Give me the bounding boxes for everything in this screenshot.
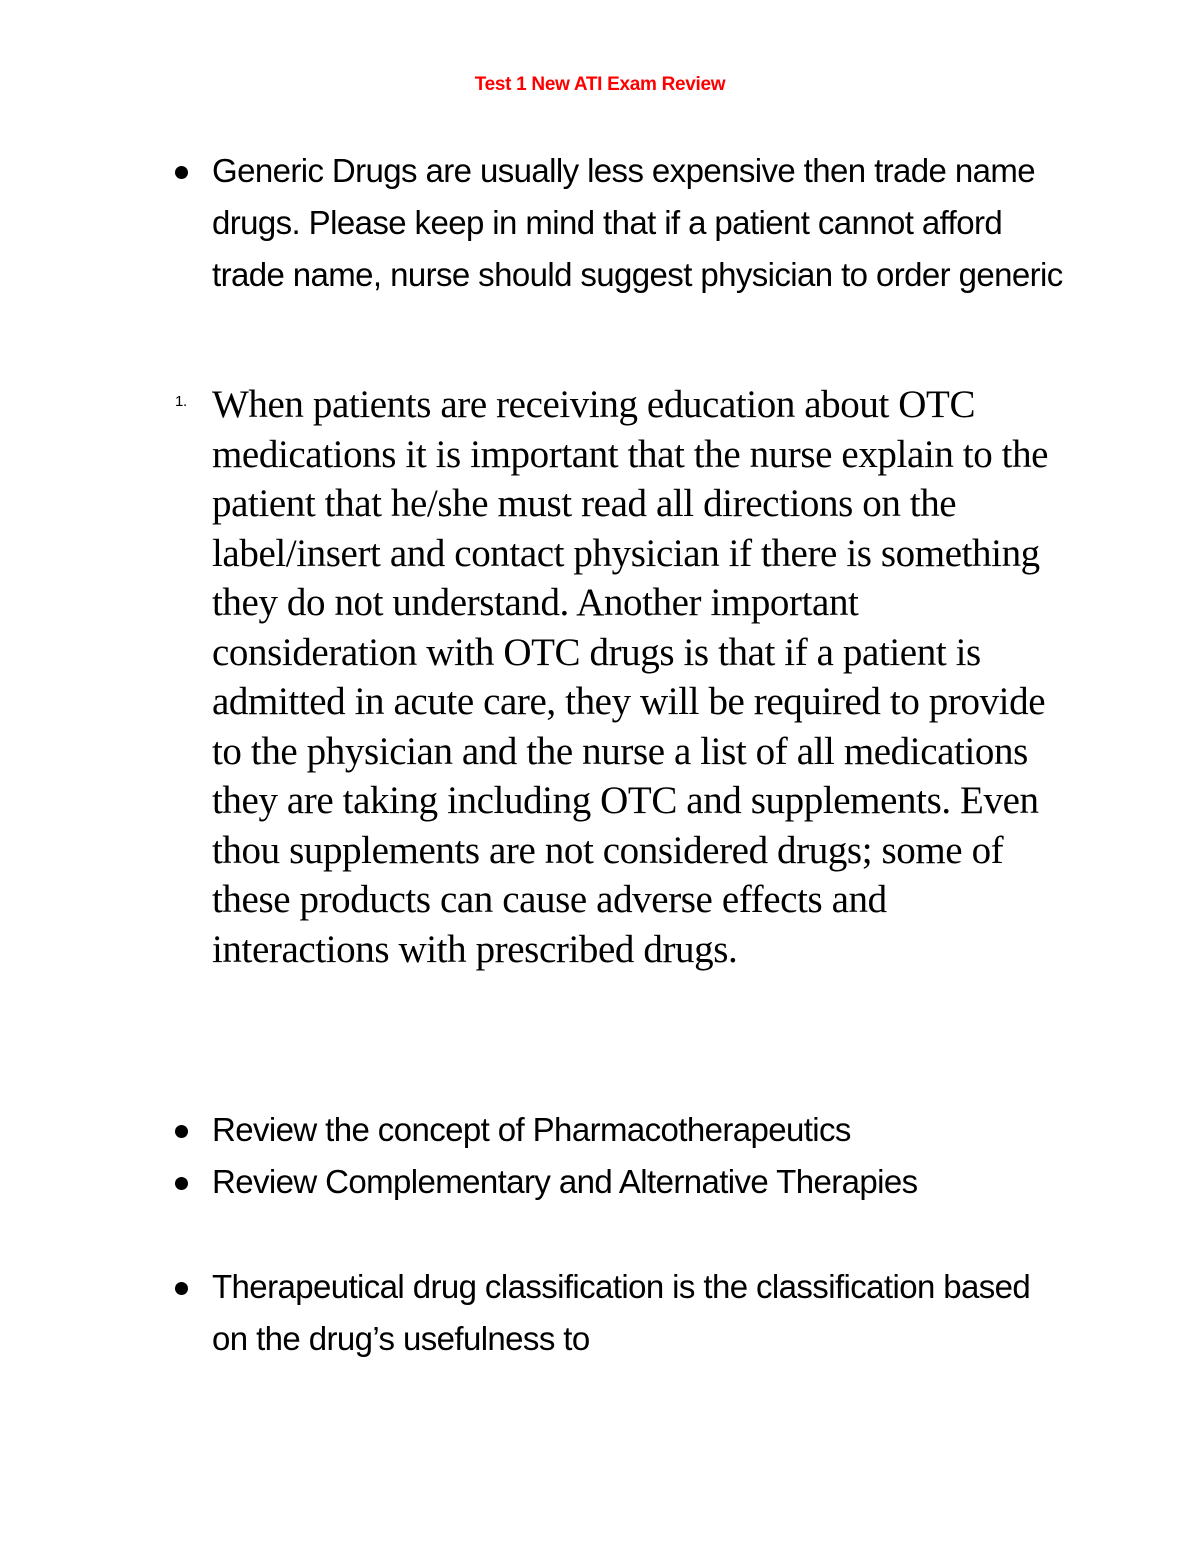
numbered-item-text: When patients are receiving education about OTC medications it is important that the nurse explain to the patient that he/she must read all directions on the label/insert and contact physician if there is something they do not understand. Another important consideration with OTC drugs is that if a patient is admitted in acute care, they will be required to provide to the physician and the nurse a list of all medications they are taking including OTC and supplements. Even thou supplements are not considered drugs; some of these products can cause adverse effects and interactions with prescribed drugs. — [212, 383, 1049, 971]
bullet-icon — [175, 1177, 188, 1190]
bullet-item-text: Generic Drugs are usually less expensive then trade name drugs. Please keep in mind that if a patient cannot afford trade name, nurse should suggest physician to order generic — [212, 152, 1063, 293]
bullet-icon — [175, 166, 188, 179]
bullet-item-complementary-therapies — [212, 1156, 1072, 1208]
bullet-item-text: Therapeutical drug classification is the classification based on the drug’s usefulness to — [212, 1268, 1031, 1357]
bullet-item-text: Review Complementary and Alternative Therapies — [212, 1163, 918, 1200]
page-header: Test 1 New ATI Exam Review — [474, 74, 726, 95]
bullet-item-generic-drugs — [212, 145, 1072, 301]
bullet-item-therapeutic-classification — [212, 1261, 1072, 1365]
bullet-item-text: Review the concept of Pharmacotherapeutics — [212, 1111, 851, 1148]
bullet-icon — [175, 1125, 188, 1138]
list-number: 1. — [175, 393, 187, 410]
bullet-item-pharmacotherapeutics — [212, 1104, 1072, 1156]
bullet-icon — [175, 1282, 188, 1295]
numbered-item-otc-education — [175, 380, 1072, 974]
